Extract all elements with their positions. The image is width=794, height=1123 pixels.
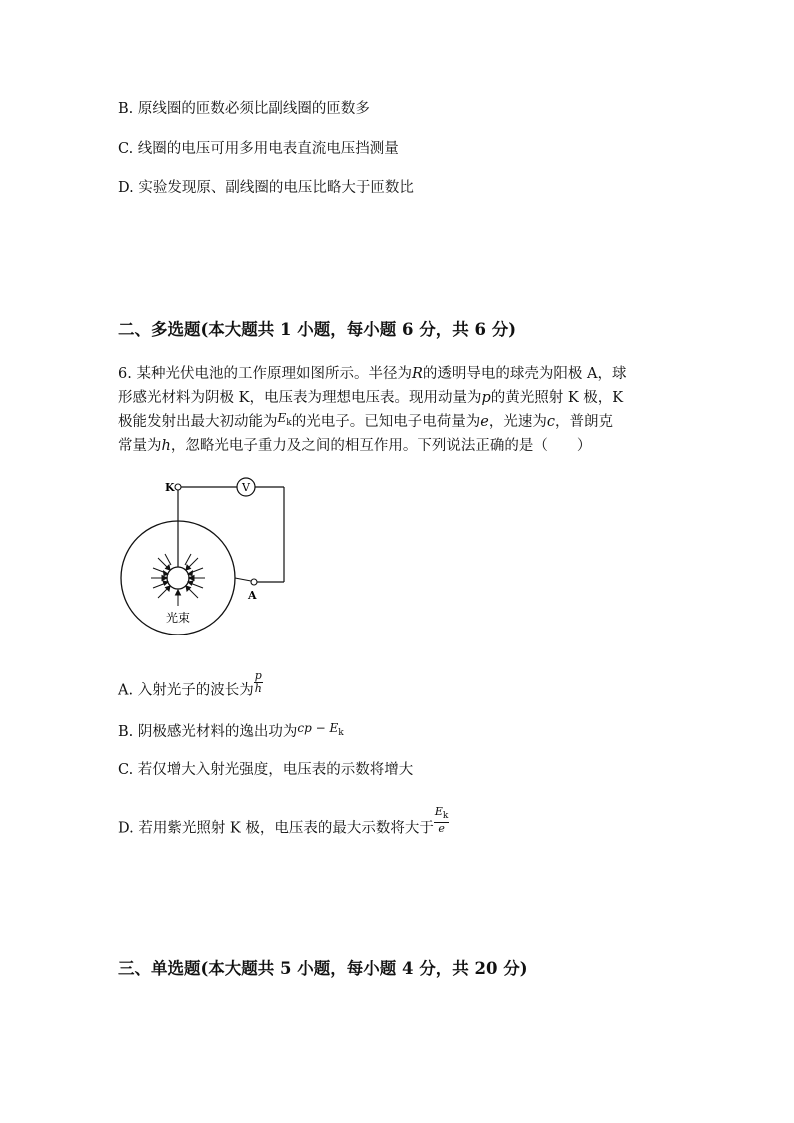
voltmeter-label: V [242, 481, 250, 494]
denominator: h [254, 682, 262, 695]
q6-text: 常量为 [118, 438, 162, 454]
terminal-a [251, 579, 257, 585]
subscript-k: k [442, 811, 449, 821]
option-b-prev: B. 原线圈的匝数必须比副线圈的匝数多 [118, 101, 370, 117]
q6-line-4 [118, 436, 591, 456]
fraction-ek-over-e [434, 806, 450, 835]
expr-main: cp − E [297, 721, 339, 735]
var-e: e [480, 414, 489, 430]
q6-text: ，普朗克 [554, 414, 613, 430]
q6-line-3 [118, 412, 613, 437]
beam-label: 光束 [165, 611, 191, 625]
denominator: e [438, 822, 445, 835]
expr-cp-minus-ek [297, 721, 344, 738]
var-E: E [434, 805, 443, 818]
photocell-circuit-diagram [118, 475, 298, 635]
section-2-heading: 二、多选题(本大题共 1 小题，每小题 6 分，共 6 分) [118, 320, 517, 339]
option-b [118, 722, 344, 747]
q6-text: 形感光材料为阴极 K，电压表为理想电压表。现用动量为 [118, 390, 482, 406]
option-c-prev: C. 线圈的电压可用多用电表直流电压挡测量 [118, 141, 399, 157]
var-h: h [161, 438, 171, 454]
option-a-text: A. 入射光子的波长为 [118, 682, 254, 699]
var-R: R [411, 366, 423, 382]
anode-lead [235, 578, 251, 581]
option-d-text: D. 若用紫光照射 K 极，电压表的最大示数将大于 [118, 820, 434, 837]
q6-text: 极能发射出最大初动能为 [118, 414, 278, 430]
numerator [434, 806, 450, 823]
var-p: p [481, 390, 491, 406]
q6-text: 的光电子。已知电子电荷量为 [291, 414, 481, 430]
label-k: K [165, 481, 175, 494]
option-d-prev: D. 实验发现原、副线圈的电压比略大于匝数比 [118, 180, 414, 196]
var-Ek [277, 411, 292, 428]
option-d [118, 805, 449, 843]
terminal-k [175, 484, 181, 490]
q6-text: ，忽略光电子重力及之间的相互作用。下列说法正确的是（ ） [170, 438, 592, 454]
subscript-k: k [286, 418, 292, 428]
q6-line-2 [118, 388, 623, 408]
q6-text: 的透明导电的球壳为阳极 A，球 [422, 366, 627, 382]
fraction-p-over-h [254, 670, 263, 695]
option-a [118, 669, 263, 703]
var-c: c [546, 414, 555, 430]
section-3-heading: 三、单选题(本大题共 5 小题，每小题 4 分，共 20 分) [118, 959, 528, 978]
label-a: A [248, 589, 257, 602]
option-c: C. 若仅增大入射光强度，电压表的示数将增大 [118, 762, 414, 778]
subscript-k: k [338, 728, 344, 738]
q6-text: ，光速为 [488, 414, 547, 430]
option-b-text: B. 阴极感光材料的逸出功为 [118, 724, 298, 740]
q6-line-1 [118, 364, 626, 384]
q6-text: 的黄光照射 K 极，K [490, 390, 624, 406]
var-E: E [277, 411, 287, 425]
numerator: p [254, 669, 262, 682]
q6-text: 6. 某种光伏电池的工作原理如图所示。半径为 [118, 366, 412, 382]
